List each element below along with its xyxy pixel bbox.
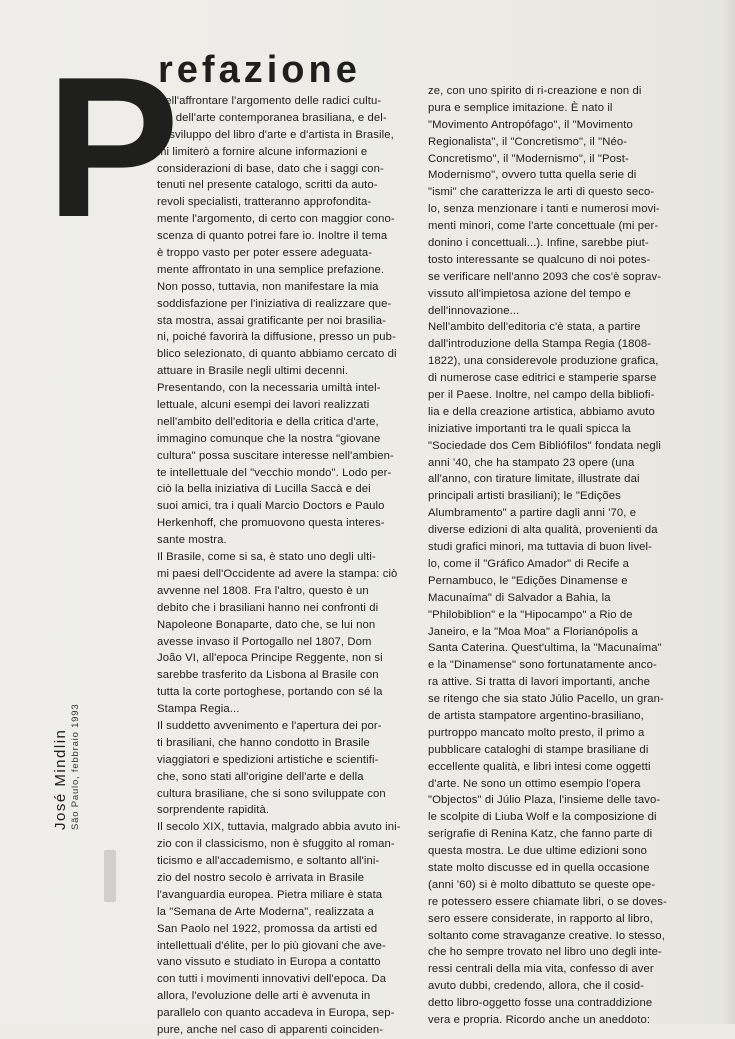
text-line: diverse edizioni di alta qualità, provenienti da (428, 524, 658, 537)
text-line: sarebbe trasferito da Lisbona al Brasile con (157, 669, 379, 682)
text-line: cultura" possa suscitare interesse nell'ambien- (157, 449, 394, 462)
page-spine-shadow (721, 0, 735, 1024)
text-line: pubblicare cataloghi di stampe brasiliane di (428, 743, 649, 756)
text-line: questa mostra. Le due ultime edizioni sono (428, 845, 647, 858)
text-line: Pernambuco, le "Edições Dinamense e (428, 574, 628, 587)
text-line: d'arte. Ne sono un ottimo esempio l'opera (428, 777, 641, 790)
text-line: (anni '60) si è molto dibattuto se queste ope- (428, 878, 656, 891)
text-line: pure, anche nel caso di apparenti coinciden- (157, 1023, 384, 1036)
text-line: soltanto come stravaganze creative. Io stesso, (428, 929, 665, 942)
text-line: mi limiterò a fornire alcune informazioni e (157, 145, 368, 158)
text-line: zio con il classicismo, non è sfuggito al roman- (157, 838, 395, 851)
text-line: lo sviluppo del libro d'arte e d'artista in Brasile, (157, 128, 394, 141)
text-line: Alumbramento" a partire dagli anni '70, e (428, 507, 637, 520)
text-line: blico selezionato, di quanto abbiamo cercato di (157, 348, 397, 361)
text-line: dell'innovazione... (428, 304, 520, 317)
text-line: con tutti i movimenti innovativi dell'epoca. Da (157, 973, 387, 986)
text-line: sante mostra. (157, 534, 227, 547)
text-line: cultura brasiliane, che si sono sviluppate con (157, 787, 386, 800)
text-line: Nell'affrontare l'argomento delle radici cultu- (157, 95, 382, 107)
text-line: ti brasiliani, che hanno condotto in Brasile (157, 736, 370, 749)
text-line: Nell'ambito dell'editoria c'è stata, a partire (428, 321, 641, 334)
text-line: Non posso, tuttavia, non manifestare la mia (157, 280, 379, 293)
text-line: se verificare nell'anno 2093 che cos'è soprav- (428, 270, 662, 283)
text-line: Regionalista", il "Concretismo", il "Néo- (428, 135, 628, 148)
text-line: vera e propria. Ricordo anche un aneddoto: (428, 1013, 651, 1026)
text-line: vissuto all'impietosa azione del tempo e (428, 287, 631, 300)
text-line: intellettuali d'élite, per lo più giovani che ave- (157, 939, 386, 952)
text-line: eccellente qualità, e libri intesi come oggetti (428, 760, 651, 773)
text-line: ciò la bella iniziativa di Lucilla Saccà e dei (157, 483, 371, 496)
text-line: tutta la corte portoghese, portando con sé la (157, 686, 383, 699)
text-line: ra attive. Si tratta di lavori importanti, anche (428, 676, 651, 689)
text-line: rali dell'arte contemporanea brasiliana, e del- (157, 111, 387, 124)
text-line: revoli specialisti, tratteranno approfondita- (157, 196, 372, 209)
text-line: detto libro-oggetto fosse una contraddizione (428, 997, 653, 1010)
text-line: per il Paese. Inoltre, nel campo della bibliofi- (428, 389, 655, 402)
text-line: ticismo e all'accademismo, e soltanto all'ini- (157, 855, 380, 868)
text-line: suoi amici, tra i quali Marcio Doctors e Paulo (157, 500, 385, 513)
text-line: Modernismo", ovvero tutta quella serie di (428, 169, 637, 182)
text-line: Herkenhoff, che promuovono questa interes- (157, 517, 385, 530)
text-line: "Objectos" di Júlio Plaza, l'insieme delle tavo- (428, 794, 661, 807)
text-line: "Movimento Antropófago", il "Movimento (428, 118, 633, 131)
text-line: lo, senza menzionare i tanti e numerosi movi- (428, 203, 660, 216)
text-line: che ho sempre trovato nel libro uno degli inte- (428, 946, 662, 959)
text-line: tenuti nel presente catalogo, scritti da auto- (157, 179, 378, 192)
text-line: di numerose case editrici e stamperie sparse (428, 372, 657, 385)
text-line: 1822), una considerevole produzione grafica, (428, 355, 659, 368)
text-line: sorprendente rapidità. (157, 804, 270, 817)
text-line: considerazioni di base, dato che i saggi con- (157, 162, 384, 175)
text-line: iniziative importanti tra le quali spicca la (428, 422, 631, 435)
author-place-date: São Paulo, febbraio 1993 (70, 703, 81, 830)
text-line: ressi centrali della mia vita, confesso di aver (428, 963, 654, 976)
text-line: "Philobiblion" e la "Hipocampo" a Rio de (428, 608, 633, 621)
text-line: se ritengo che sia stato Júlio Pacello, un gran- (428, 693, 664, 706)
text-line: ni, poiché favorirà la diffusione, presso un pub- (157, 331, 396, 344)
text-line: Janeiro, e la "Moa Moa" a Florianópolis a (428, 625, 638, 638)
text-line: immagino comunque che la nostra "giovane (157, 432, 381, 445)
author-name: José Mindlin (52, 728, 69, 830)
text-line: parallelo con quanto accadeva in Europa, sep- (157, 1007, 395, 1020)
page-marker (104, 850, 116, 902)
text-line: pura e semplice imitazione. È nato il (428, 101, 613, 114)
text-line: "ismi" che caratterizza le arti di questo seco- (428, 186, 655, 199)
text-line: zio del nostro secolo è arrivata in Brasile (157, 871, 365, 884)
text-line: donino i concettuali...). Infine, sarebbe piut- (428, 237, 649, 250)
text-line: la "Semana de Arte Moderna", realizzata a (157, 905, 374, 918)
text-line: e la "Dinamense" sono fortunatamente anco- (428, 659, 657, 672)
text-line: "Sociedade dos Cem Bibliófilos" fondata negli (428, 439, 661, 452)
text-line: lettuale, alcuni esempi dei lavori realizzati (157, 399, 370, 412)
text-line: re potessero essere chiamate libri, o se doves- (428, 895, 667, 908)
text-line: Stampa Regia... (157, 703, 240, 716)
text-line: dall'introduzione della Stampa Regia (1808- (428, 338, 652, 351)
text-line: mente affrontato in una semplice prefazione. (157, 263, 385, 276)
text-line: avuto dubbi, credendo, allora, che il cosid- (428, 980, 645, 993)
text-line: Concretismo", il "Modernismo", il "Post- (428, 152, 629, 165)
text-line: San Paolo nel 1922, promossa da artisti ed (157, 922, 378, 935)
text-line: debito che i brasiliani hanno nei confronti di (157, 601, 379, 614)
text-line: le scolpite di Liuba Wolf e la composizione di (428, 811, 657, 824)
text-line: mi paesi dell'Occidente ad avere la stampa: ciò (157, 567, 398, 580)
text-column-right (428, 83, 716, 1029)
text-line: purtroppo mancato molto presto, il primo a (428, 726, 645, 739)
text-line: attuare in Brasile negli ultimi decenni. (157, 365, 349, 378)
text-line: studi grafici minori, ma tuttavia di buon livel- (428, 541, 652, 554)
text-line: Macunaíma" di Salvador a Bahia, la (428, 591, 611, 604)
text-line: tosto interessante se qualcuno di noi potes- (428, 253, 651, 266)
text-line: nell'ambito dell'editoria e della critica d'arte, (157, 415, 379, 428)
author-credit (52, 704, 82, 830)
text-line: che, sono stati all'origine dell'arte e della (157, 770, 364, 783)
text-line: Il secolo XIX, tuttavia, malgrado abbia avuto ini- (157, 821, 401, 834)
text-line: principali artisti brasiliani); le "Edições (428, 490, 621, 503)
text-line: menti minori, come l'arte concettuale (mi per- (428, 220, 659, 233)
text-line: viaggiatori e spedizioni artistiche e scientifi- (157, 753, 379, 766)
article-title: refazione (158, 50, 361, 90)
text-line: avesse invaso il Portogallo nel 1807, Dom (157, 635, 372, 648)
text-line: lo, come il "Gráfico Amador" di Recife a (428, 557, 630, 570)
text-line: Napoleone Bonaparte, dato che, se lui non (157, 618, 376, 631)
text-column-left (157, 93, 415, 1039)
text-line: scenza di quanto potrei fare io. Inoltre il tema (157, 230, 388, 243)
text-line: allora, l'evoluzione delle arti è avvenuta in (157, 990, 371, 1003)
text-line: Santa Caterina. Quest'ultima, la "Macunaíma" (428, 642, 662, 655)
text-line: avvenne nel 1808. Fra l'altro, questo è un (157, 584, 369, 597)
text-line: de artista stampatore argentino-brasiliano, (428, 709, 644, 722)
text-line: Il suddetto avvenimento e l'apertura dei por- (157, 719, 382, 732)
text-line: Il Brasile, come si sa, è stato uno degli ulti- (157, 551, 376, 564)
text-line: lia e della creazione artistica, abbiamo avuto (428, 405, 655, 418)
text-line: Presentando, con la necessaria umiltà intel- (157, 382, 381, 395)
text-line: all'anno, con tirature limitate, illustrate dai (428, 473, 640, 486)
text-line: vano vissuto e studiato in Europa a contatto (157, 956, 381, 969)
text-line: mente l'argomento, di certo con maggior cono- (157, 213, 395, 226)
text-line: è troppo vasto per poter essere adeguata- (157, 247, 373, 260)
text-line: anni '40, che ha stampato 23 opere (una (428, 456, 635, 469)
text-line: state molto discusse ed in quella occasione (428, 861, 650, 874)
drop-cap-letter: P (46, 36, 180, 259)
text-line: ze, con uno spirito di ri-creazione e non di (428, 85, 642, 97)
text-line: soddisfazione per l'iniziativa di realizzare que- (157, 297, 392, 310)
text-line: serigrafie di Renina Katz, che fanno parte di (428, 828, 653, 841)
text-line: te intellettuale del "vecchio mondo". Lodo per- (157, 466, 392, 479)
text-line: sero essere considerate, in rapporto al libro, (428, 912, 654, 925)
text-line: l'avanguardia europea. Pietra miliare è stata (157, 888, 383, 901)
text-line: João VI, all'epoca Principe Reggente, non si (157, 652, 383, 665)
text-line: sta mostra, assai gratificante per noi brasilia- (157, 314, 386, 327)
